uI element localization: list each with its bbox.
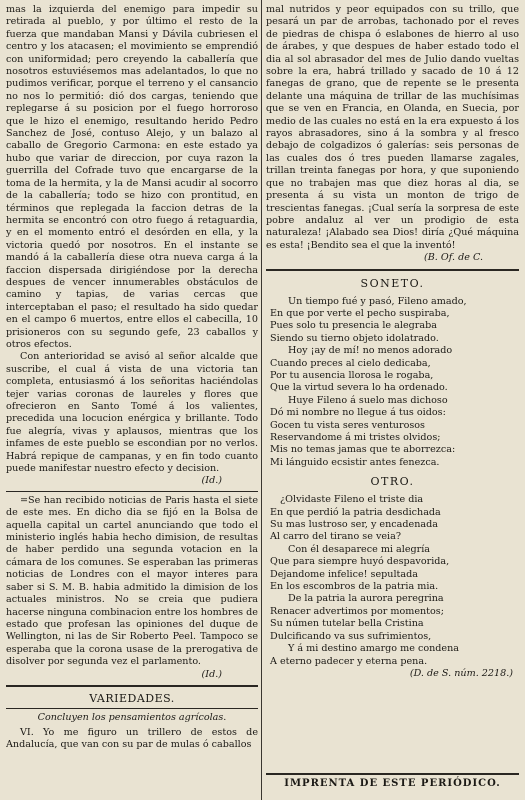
article-paragraph: mas la izquierda del enemigo para impedir su retirada al pueblo, y por último el resto de la fuerza que mandaban Mansi y Dávila cubriesen el centro y los atacasen; el movimiento se emprendió con uniformidad; pero creyendo la caballería que nosotros estuviésemos mas adelantados, lo que no pudimos verificar, porque el terreno y el cansancio no nos lo permitió: dió dos cargas, teniendo que replegarse á su posicion por el fuego horroroso que le hizo el enemigo, resultando herido Pedro Sanchez de José, contuso Alejo, y un balazo al caballo de Gregorio Carmona: en este estado ya hubo que variar de direccion, por cuya razon la guerrilla del Cofrade tuvo que encargarse de la toma de la hermita, y la de Mansi acudir al socorro de la caballería; todo se hizo con prontitud, en términos que replegada la faccion detras de la hermita se encontró con otro fuego á retaguardia, y en el momento entró el desórden en ella, y la victoria quedó por nosotros. En el instante se mandó á la caballería diese otra nueva carga á la faccion dispersada dirigiéndose por la derecha despues de vencer innumerables obstáculos de camino y tapias, de varias cercas que interceptaban el paso; el resultado ha sido quedar en el campo 6 muertos, entre ellos el cabecilla, 10 prisioneros con su segundo gefe, 23 caballos y otros efectos. [6,4,258,350]
verse-line: Dó mi nombre no llegue á tus oidos: [270,407,446,419]
verse-line: Un tiempo fué y pasó, Fileno amado, [288,295,467,307]
verse-line: En que por verte el pecho suspiraba, [270,307,450,319]
sonnet-verses [266,296,519,470]
article-paragraph: Con anterioridad se avisó al señor alcalde que suscribe, el cual á vista de una victoria tan completa, entusiasmó á los señoritas haciéndolas tejer varias coronas de laureles y flores que ofrecieron en Santo Tomé á los valientes, precedida una locucion enérgica y brillante. Todo fue alegría, vivas y aplausos, mientras que los infames de este pueblo se escondian por no verlos. Habrá repique de campanas, y en fin todo cuanto puede manifestar nuestro efecto y decision. [6,351,258,475]
verse-line: En que perdió la patria desdichada [270,506,441,518]
poem-title: SONETO. [360,276,425,290]
section-title: VARIEDADES. [89,691,175,705]
verse-line: Su mas lustroso ser, y encadenada [270,519,438,531]
verse-line: Gocen tu vista seres venturosos [270,419,425,431]
verse-line: Mis no temas jamas que te aborrezca: [270,444,456,456]
otro-verses [266,494,519,668]
column-rule [261,0,262,800]
verse-line: En los escombros de la patria mia. [270,581,439,593]
divider [6,685,258,687]
verse-line: Al carro del tirano se veia? [270,531,401,543]
verse-line: Su númen tutelar bella Cristina [270,618,424,630]
signature: (D. de S. núm. 2218.) [409,667,513,679]
verse-line: Dejandome infelice! sepultada [270,568,418,580]
poem-title: OTRO. [370,475,415,489]
verse-line: Huye Fileno á suelo mas dichoso [288,394,448,406]
verse-line: De la patria la aurora peregrina [288,593,444,605]
verse-line: Reservandome á mi tristes olvidos; [270,432,441,443]
verse-line: Que la virtud severa lo ha ordenado. [270,382,448,394]
verse-line: Mi lánguido ecsistir antes fenezca. [270,456,440,468]
verse-line: Dulcificando va sus sufrimientos, [270,630,432,642]
article-paragraph: =Se han recibido noticias de Paris hasta el siete de este mes. En dicho dia se fijó en la Bolsa de aquella capital un cartel anunciando que todo el ministerio inglés habia hecho dimision, de resultas de haber perdido una segunda votacion en la cámara de los comunes. Se esperaban las primeras noticias de Londres con el mayor interes para saber si S. M. B. habia admitido la dimision de los actuales ministros. No se creia que pudiera hacerse ninguna combinacion entre los hombres de estado que profesan las opiniones del duque de Wellington, ni las de Sir Roberto Peel. Tampoco se esperaba que la corona usase de la prerogativa de disolver por segunda vez el parlamento. [6,494,258,668]
verse-line: Por tu ausencia llorosa le rogaba, [270,369,434,381]
printer-footer: IMPRENTA DE ESTE PERIÓDICO. [266,773,519,796]
article-paragraph: VI. Yo me figuro un trillero de estos de Andalucía, que van con su par de mulas ó caballos [6,726,258,751]
divider [266,269,519,271]
signature: (Id.) [201,475,222,487]
right-column [266,4,519,796]
verse-line: Con él desaparece mi alegría [288,543,431,555]
verse-line: Renacer advertimos por momentos; [270,605,444,617]
section-subtitle: Concluyen los pensamientos agrícolas. [37,711,227,723]
verse-line: Siendo su tierno objeto idolatrado. [270,332,439,344]
signature: (Id.) [201,668,222,680]
verse-line: Pues solo tu presencia le alegraba [270,320,437,332]
verse-line: ¿Olvidaste Fileno el triste dia [280,494,424,506]
verse-line: A eterno padecer y eterna pena. [270,655,428,667]
article-paragraph: mal nutridos y peor equipados con su trillo, que pesará un par de arrobas, tachonado por el reves de piedras de chispa ó eslabones de hierro al uso de árabes, y que despues de haber estado todo el dia al sol abrasador del mes de Julio dando vueltas sobre la era, habrá trillado y sacado de 10 á 12 fanegas de grano, que de repente se le presenta delante una máquina de trillar de las muchísimas que se ven en Francia, en Olanda, en Suecia, por medio de las cuales no está en la era expuesto á los rayos abrasadores, sino á la sombra y al fresco debajo de colgadizos ó galerías: seis personas de las cuales dos ó tres pueden llamarse zagales, trillan treinta fanegas por hora, y que suponiendo que no trabajen mas que diez horas al dia, se presenta á su vista un monton de trigo de trescientas fanegas. ¡Cual sería la sorpresa de este pobre andaluz al ver un prodigio de esta naturaleza! ¡Alabado sea Dios! diría ¿Qué máquina es esta! ¡Bendito sea el que la inventó! [266,4,519,251]
verse-line: Y á mi destino amargo me condena [288,643,459,655]
divider [6,708,258,709]
left-column [6,4,258,796]
signature: (B. Of. de C. [424,252,483,264]
divider [6,491,258,492]
verse-line: Que para siempre huyó despavorida, [270,556,450,568]
verse-line: Cuando preces al cielo dedicaba, [270,357,431,369]
verse-line: Hoy ¡ay de mí! no menos adorado [288,345,453,357]
